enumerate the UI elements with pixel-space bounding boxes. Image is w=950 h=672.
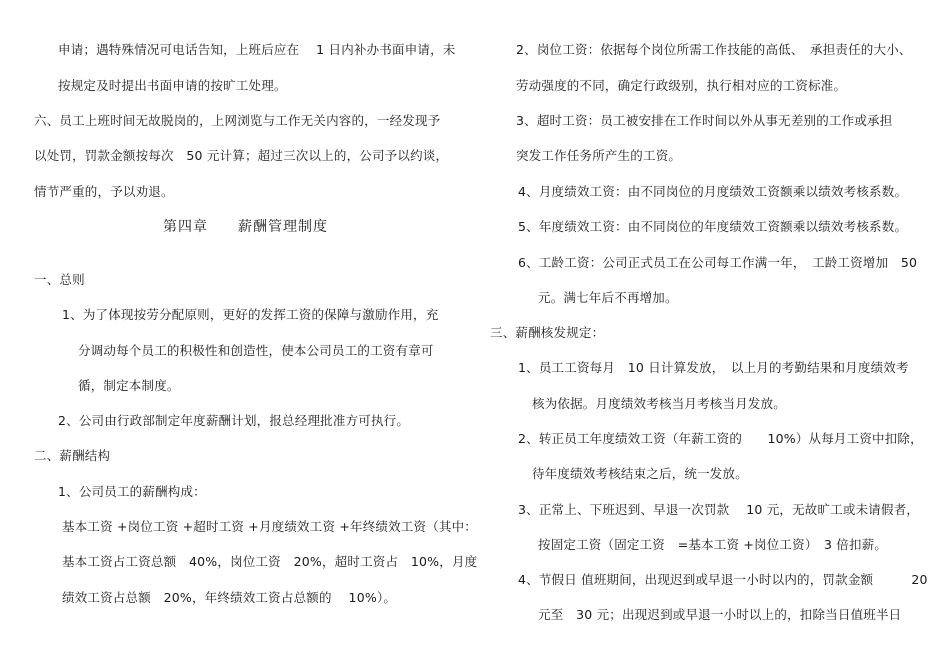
right-line-11: 核为依据。月度绩效考核当月考核当月发放。 [532, 396, 787, 411]
left-line-15: 基本工资占工资总额 40%，岗位工资 20%，超时工资占 10%，月度 [62, 554, 478, 569]
right-line-14: 3、正常上、下班迟到、早退一次罚款 10 元，无故旷工或未请假者， [518, 502, 920, 517]
right-line-17: 元至 30 元；出现迟到或早退一小时以上的，扣除当日值班半日 [538, 607, 902, 622]
left-line-1: 申请；遇特殊情况可电话告知，上班后应在 1 日内补办书面申请，未 [58, 42, 456, 57]
section-heading-salary-structure: 二、薪酬结构 [34, 448, 111, 463]
left-line-13: 1、公司员工的薪酬构成： [58, 484, 206, 499]
right-line-4: 突发工作任务所产生的工资。 [516, 148, 682, 163]
right-line-2: 劳动强度的不同，确定行政级别，执行相对应的工资标准。 [516, 78, 847, 93]
section-heading-general: 一、总则 [34, 272, 85, 287]
left-line-10: 循，制定本制度。 [78, 378, 180, 393]
right-line-3: 3、超时工资：员工被安排在工作时间以外从事无差别的工作或承担 [516, 113, 893, 128]
left-line-8: 1、为了体现按劳分配原则，更好的发挥工资的保障与激励作用，充 [62, 307, 439, 322]
right-line-10: 1、员工工资每月 10 日计算发放， 以上月的考勤结果和月度绩效考 [518, 360, 909, 375]
left-line-9: 分调动每个员工的积极性和创造性，使本公司员工的工资有章可 [78, 343, 434, 358]
right-line-13: 待年度绩效考核结束之后，统一发放。 [532, 466, 748, 481]
right-line-1: 2、岗位工资：依据每个岗位所需工作技能的高低、 承担责任的大小、 [516, 42, 912, 57]
left-line-16: 绩效工资占总额 20%，年终绩效工资占总额的 10%）。 [62, 590, 397, 605]
right-line-7: 6、工龄工资：公司正式员工在公司每工作满一年， 工龄工资增加 50 [518, 255, 918, 270]
left-line-4: 以处罚，罚款金额按每次 50 元计算；超过三次以上的，公司予以约谈， [34, 148, 449, 163]
left-line-14: 基本工资 +岗位工资 +超时工资 +月度绩效工资 +年终绩效工资（其中： [62, 519, 477, 534]
right-line-16: 4、节假日 值班期间，出现迟到或早退一小时以内的，罚款金额 20 [518, 572, 928, 587]
left-line-5: 情节严重的，予以劝退。 [34, 184, 174, 199]
left-line-2: 按规定及时提出书面申请的按旷工处理。 [58, 78, 287, 93]
right-line-6: 5、年度绩效工资：由不同岗位的年度绩效工资额乘以绩效考核系数。 [518, 219, 908, 234]
right-line-15: 按固定工资（固定工资 =基本工资 +岗位工资） 3 倍扣薪。 [538, 537, 888, 552]
chapter-title: 第四章 薪酬管理制度 [163, 219, 328, 235]
section-heading-pay-rules: 三、薪酬核发规定： [490, 325, 605, 340]
left-line-3: 六、员工上班时间无故脱岗的，上网浏览与工作无关内容的，一经发现予 [34, 113, 441, 128]
left-line-11: 2、公司由行政部制定年度薪酬计划，报总经理批准方可执行。 [58, 413, 410, 428]
right-line-12: 2、转正员工年度绩效工资（年薪工资的 10%）从每月工资中扣除， [518, 431, 923, 446]
right-line-5: 4、月度绩效工资：由不同岗位的月度绩效工资额乘以绩效考核系数。 [518, 184, 908, 199]
right-line-8: 元。满七年后不再增加。 [538, 290, 678, 305]
